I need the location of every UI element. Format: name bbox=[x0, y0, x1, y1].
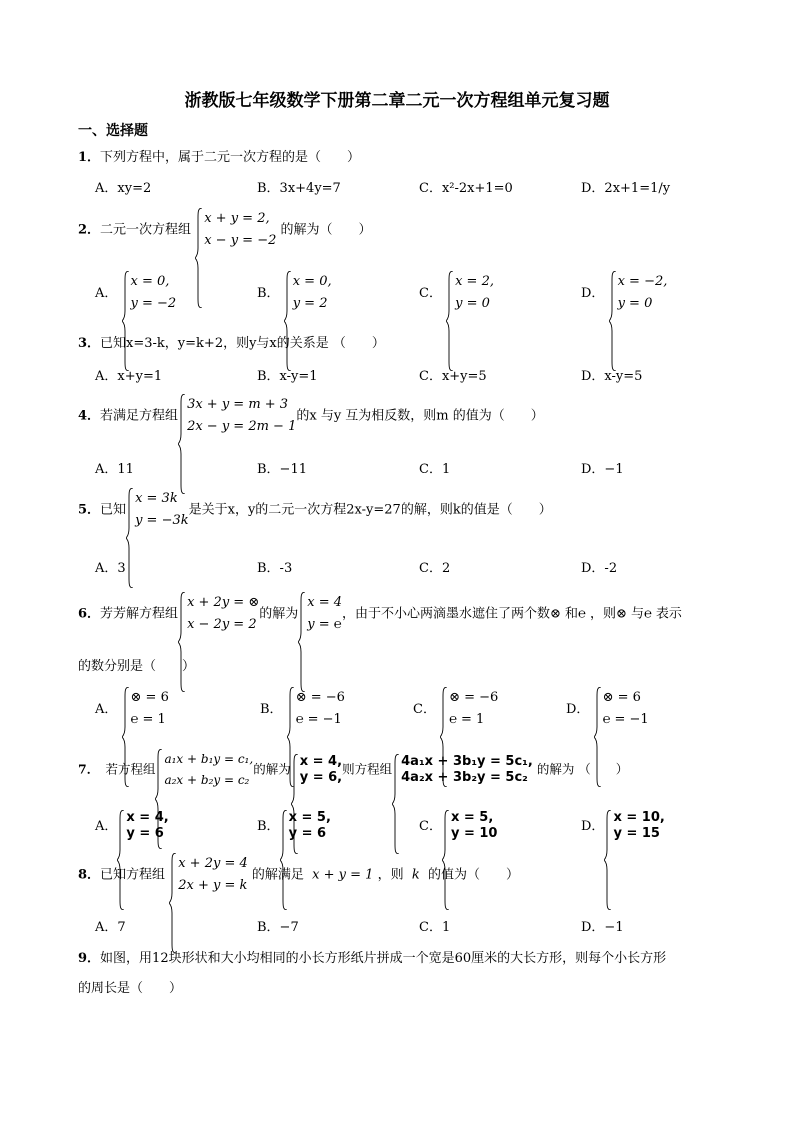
question-text: 已知x=3-k，y=k+2，则y与x的关系是 （ ） bbox=[100, 336, 385, 351]
option-b: B．−7 bbox=[257, 920, 299, 935]
brace-icon bbox=[178, 592, 185, 692]
question-6-continued: 的数分别是（ ） bbox=[78, 659, 196, 674]
brace-icon bbox=[178, 394, 185, 494]
option-b: B．x-y=1 bbox=[257, 369, 318, 384]
question-text: 是关于x，y的二元一次方程2x-y=27的解，则k的值是（ ） bbox=[188, 502, 552, 518]
question-5 bbox=[78, 488, 552, 532]
option-a: A．11 bbox=[95, 462, 134, 477]
question-text: 若方程组 bbox=[92, 761, 156, 777]
question-9 bbox=[78, 947, 666, 966]
option-d: D． ⊗ = 6 ℮ = −1 bbox=[566, 687, 649, 731]
question-number: 5． bbox=[78, 502, 101, 518]
option-a: A．x+y=1 bbox=[95, 369, 163, 384]
equation-system: 3x + y = m + 3 2x − y = 2m − 1 bbox=[178, 394, 296, 438]
option-d: D．−1 bbox=[581, 462, 624, 477]
question-text: 芳芳解方程组 bbox=[100, 606, 179, 622]
question-3 bbox=[78, 332, 385, 351]
question-text: 的值为（ ） bbox=[428, 867, 520, 883]
option-c: C． x = 5, y = 10 bbox=[419, 810, 497, 842]
option-d: D．x-y=5 bbox=[581, 369, 643, 384]
question-8 bbox=[78, 853, 519, 897]
option-b: B． x = 0, y = 2 bbox=[257, 271, 332, 315]
option-a: A．7 bbox=[95, 920, 126, 935]
option-c: C．x²-2x+1=0 bbox=[419, 181, 513, 196]
question-9-continued: 的周长是（ ） bbox=[78, 981, 183, 996]
question-text: 则方程组 bbox=[342, 761, 393, 777]
question-text: 二元一次方程组 bbox=[100, 222, 192, 238]
option-d: D． x = 10, y = 15 bbox=[581, 810, 665, 842]
option-a: A． x = 0, y = −2 bbox=[95, 271, 176, 315]
question-text: 已知 bbox=[100, 502, 127, 518]
equation-system: a₁x + b₁y = c₁, a₂x + b₂y = c₂ bbox=[155, 749, 253, 791]
section-heading: 一、选择题 bbox=[78, 123, 148, 139]
option-b: B．3x+4y=7 bbox=[257, 181, 341, 196]
option-b: B．−11 bbox=[257, 462, 307, 477]
question-text: 的解为（ ） bbox=[280, 222, 372, 238]
question-4 bbox=[78, 394, 544, 438]
question-text: ，由于不小心两滴墨水遮住了两个数⊗ 和℮ ，则⊗ 与℮ 表示 bbox=[342, 606, 682, 622]
solution-system: x = 4, y = 6, bbox=[291, 754, 342, 786]
option-b: B． x = 5, y = 6 bbox=[257, 810, 331, 842]
option-c: C．x+y=5 bbox=[419, 369, 487, 384]
option-c: C．2 bbox=[419, 561, 451, 576]
equation-system: x + y = 2, x − y = −2 bbox=[195, 208, 276, 252]
question-7 bbox=[78, 749, 628, 791]
equation-system: x + 2y = 4 2x + y = k bbox=[169, 853, 248, 897]
question-text: ，则 bbox=[377, 867, 404, 883]
option-c: C．1 bbox=[419, 462, 451, 477]
equation-system: x + 2y = ⊗ x − 2y = 2 bbox=[178, 592, 259, 636]
question-text: 已知方程组 bbox=[100, 867, 166, 883]
solution-system: x = 4 y = ℮ bbox=[298, 592, 342, 636]
question-text: 的x 与y 互为相反数，则m 的值为（ ） bbox=[296, 408, 544, 424]
brace-icon bbox=[609, 271, 616, 371]
option-d: D．2x+1=1/y bbox=[581, 181, 671, 196]
brace-icon bbox=[446, 271, 453, 371]
question-text: 的解满足 bbox=[251, 867, 304, 883]
option-a: A． ⊗ = 6 ℮ = 1 bbox=[95, 687, 169, 731]
brace-icon bbox=[284, 271, 291, 371]
question-2 bbox=[78, 208, 372, 252]
question-number: 1． bbox=[78, 150, 101, 165]
question-number: 6． bbox=[78, 606, 101, 622]
page-title: 浙教版七年级数学下册第二章二元一次方程组单元复习题 bbox=[184, 91, 610, 111]
question-text: 若满足方程组 bbox=[100, 408, 179, 424]
brace-icon bbox=[122, 271, 129, 371]
question-1 bbox=[78, 146, 360, 165]
option-d: D．−1 bbox=[581, 920, 624, 935]
question-text: 的解为 （ ） bbox=[536, 761, 629, 777]
option-c: C．1 bbox=[419, 920, 451, 935]
option-c: C． ⊗ = −6 ℮ = 1 bbox=[413, 687, 498, 731]
option-b: B． ⊗ = −6 ℮ = −1 bbox=[260, 687, 345, 731]
option-a: A．3 bbox=[95, 561, 126, 576]
question-number: 9． bbox=[78, 951, 101, 966]
question-number: 8． bbox=[78, 867, 101, 883]
brace-icon bbox=[126, 488, 133, 588]
equation-system: x = 3k y = −3k bbox=[126, 488, 189, 532]
question-number: 7． bbox=[78, 761, 93, 777]
brace-icon bbox=[169, 853, 176, 953]
option-c: C． x = 2, y = 0 bbox=[419, 271, 494, 315]
question-text: 如图，用12块形状和大小均相同的小长方形纸片拼成一个宽是60厘米的大长方形，则每个小长方形 bbox=[100, 951, 667, 966]
question-6 bbox=[78, 592, 682, 636]
option-a: A． x = 4, y = 6 bbox=[95, 810, 169, 842]
brace-icon bbox=[392, 754, 399, 854]
option-d: D．-2 bbox=[581, 561, 618, 576]
question-text: 的解为 bbox=[259, 606, 299, 622]
brace-icon bbox=[195, 208, 202, 308]
option-a: A．xy=2 bbox=[95, 181, 152, 196]
question-text: 的解为 bbox=[253, 761, 291, 777]
question-number: 4． bbox=[78, 408, 101, 424]
question-number: 2． bbox=[78, 222, 101, 238]
question-number: 3． bbox=[78, 336, 101, 351]
equation-system-2: 4a₁x + 3b₁y = 5c₁, 4a₂x + 3b₂y = 5c₂ bbox=[392, 754, 533, 786]
condition-equation: x + y = 1 bbox=[312, 867, 374, 883]
option-d: D． x = −2, y = 0 bbox=[581, 271, 667, 315]
option-b: B．-3 bbox=[257, 561, 293, 576]
question-text: 下列方程中，属于二元一次方程的是（ ） bbox=[100, 150, 361, 165]
brace-icon bbox=[604, 810, 611, 910]
variable-k: k bbox=[411, 867, 420, 883]
brace-icon bbox=[298, 592, 305, 692]
